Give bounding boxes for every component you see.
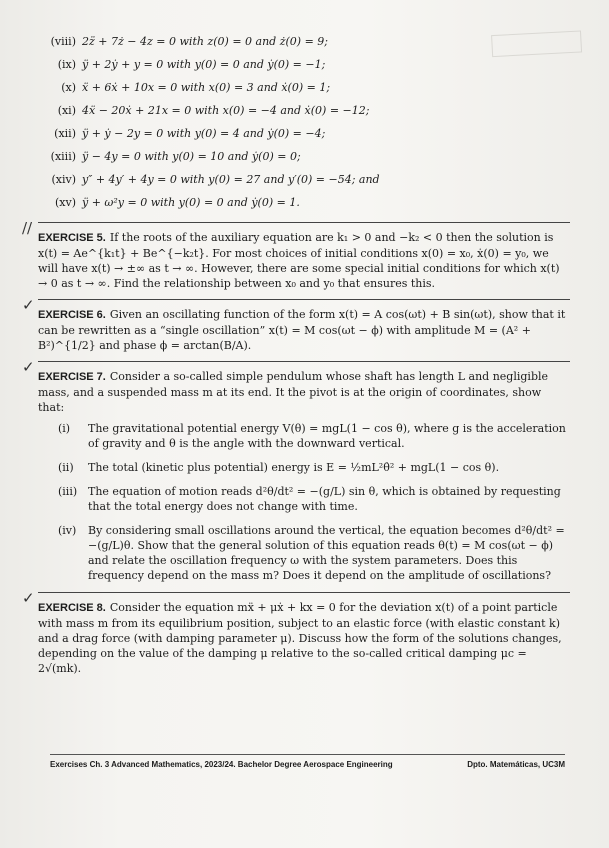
divider xyxy=(38,222,570,223)
checkmark-icon: ✓ xyxy=(22,296,35,314)
exercise-text: Consider a so-called simple pendulum whose shaft has length L and negligible mass, and a suspended mass m at its end. It the pivot is at the origin of coordinates, show that: xyxy=(38,370,549,414)
list-item: (xv) ÿ + ω²y = 0 with y(0) = 0 and ẏ(0) = 1. xyxy=(54,196,300,209)
exercise-text: Given an oscillating function of the form x(t) = A cos(ωt) + B sin(ωt), show that it can be rewritten as a “single oscillation” x(t) = M cos(ωt − ϕ) with amplitude M = (A² + B²)^{1/2} and phase ϕ = arctan(B/A). xyxy=(38,308,566,352)
exercise-content xyxy=(22,30,570,676)
exercise-8 xyxy=(22,589,570,676)
equation-list xyxy=(38,30,570,214)
list-item: (xiv) y″ + 4y′ + 4y = 0 with y(0) = 27 and y′(0) = −54; and xyxy=(51,173,380,186)
exercise-6 xyxy=(22,296,570,353)
list-item: (xiii) ÿ − 4y = 0 with y(0) = 10 and ẏ(0) = 0; xyxy=(50,150,301,163)
list-item: (iii) The equation of motion reads d²θ/dt² = −(g/L) sin θ, which is obtained by requesting that the total energy does not change with time. xyxy=(58,485,561,513)
checkmark-icon: ✓ xyxy=(22,358,35,376)
exercise-heading: EXERCISE 6. xyxy=(38,309,106,321)
exercise-7 xyxy=(22,358,570,583)
exercise-heading: EXERCISE 5. xyxy=(38,232,106,244)
footer-department: Dpto. Matemáticas, UC3M xyxy=(467,760,565,769)
divider xyxy=(38,299,570,300)
checkmark-icon: ✓ xyxy=(22,589,35,607)
list-item: (viii) 2z̈ + 7ż − 4z = 0 with z(0) = 0 and ż(0) = 9; xyxy=(50,35,328,48)
page-footer xyxy=(50,754,565,769)
exercise-7-items xyxy=(58,421,570,583)
list-item: (ix) ÿ + 2ẏ + y = 0 with y(0) = 0 and ẏ(0) = −1; xyxy=(57,58,326,71)
divider xyxy=(38,361,570,362)
exercise-text: If the roots of the auxiliary equation are k₁ > 0 and −k₂ < 0 then the solution is x(t) = Ae^{k₁t} + Be^{−k₂t}. For most choices of initial conditions x(0) = x₀, ẋ(0) = y₀, we will have x(t) → ±∞ as t → ∞. However, there are some special initial conditions for which x(t) → 0 as t → ∞. Find the relationship between x₀ and y₀ that ensures this. xyxy=(38,231,560,290)
exercise-heading: EXERCISE 7. xyxy=(38,371,106,383)
checkmark-icon: // xyxy=(22,219,33,237)
exercise-text: Consider the equation mẍ + μẋ + kx = 0 for the deviation x(t) of a point particle with mass m from its equilibrium position, subject to an elastic force (with elastic constant k) and a drag force (with damping parameter μ). Discuss how the form of the solutions changes, depending on the value of the damping μ relative to the so-called critical damping μc = 2√(mk). xyxy=(38,601,562,675)
list-item: (i) The gravitational potential energy V(θ) = mgL(1 − cos θ), where g is the acceleration of gravity and θ is the angle with the downward vertical. xyxy=(58,422,566,450)
divider xyxy=(38,592,570,593)
list-item: (x) ẍ + 6ẋ + 10x = 0 with x(0) = 3 and ẋ(0) = 1; xyxy=(61,81,331,94)
footer-course: Exercises Ch. 3 Advanced Mathematics, 2023/24. Bachelor Degree Aerospace Engineering xyxy=(50,760,393,769)
list-item: (xii) ÿ + ẏ − 2y = 0 with y(0) = 4 and ẏ(0) = −4; xyxy=(54,127,326,140)
exercise-5 xyxy=(22,219,570,291)
exercise-heading: EXERCISE 8. xyxy=(38,602,106,614)
list-item: (iv) By considering small oscillations around the vertical, the equation becomes d²θ/dt² = −(g/L)θ. Show that the general solution of this equation reads θ(t) = M cos(ωt − ϕ) and relate the oscillation frequency ω with the system parameters. Does this frequency depend on the mass m? Does it depend on the amplitude of oscillations? xyxy=(58,524,565,582)
list-item: (xi) 4ẍ − 20ẋ + 21x = 0 with x(0) = −4 and ẋ(0) = −12; xyxy=(57,104,370,117)
list-item: (ii) The total (kinetic plus potential) energy is E = ½mL²θ̇² + mgL(1 − cos θ). xyxy=(58,461,500,474)
